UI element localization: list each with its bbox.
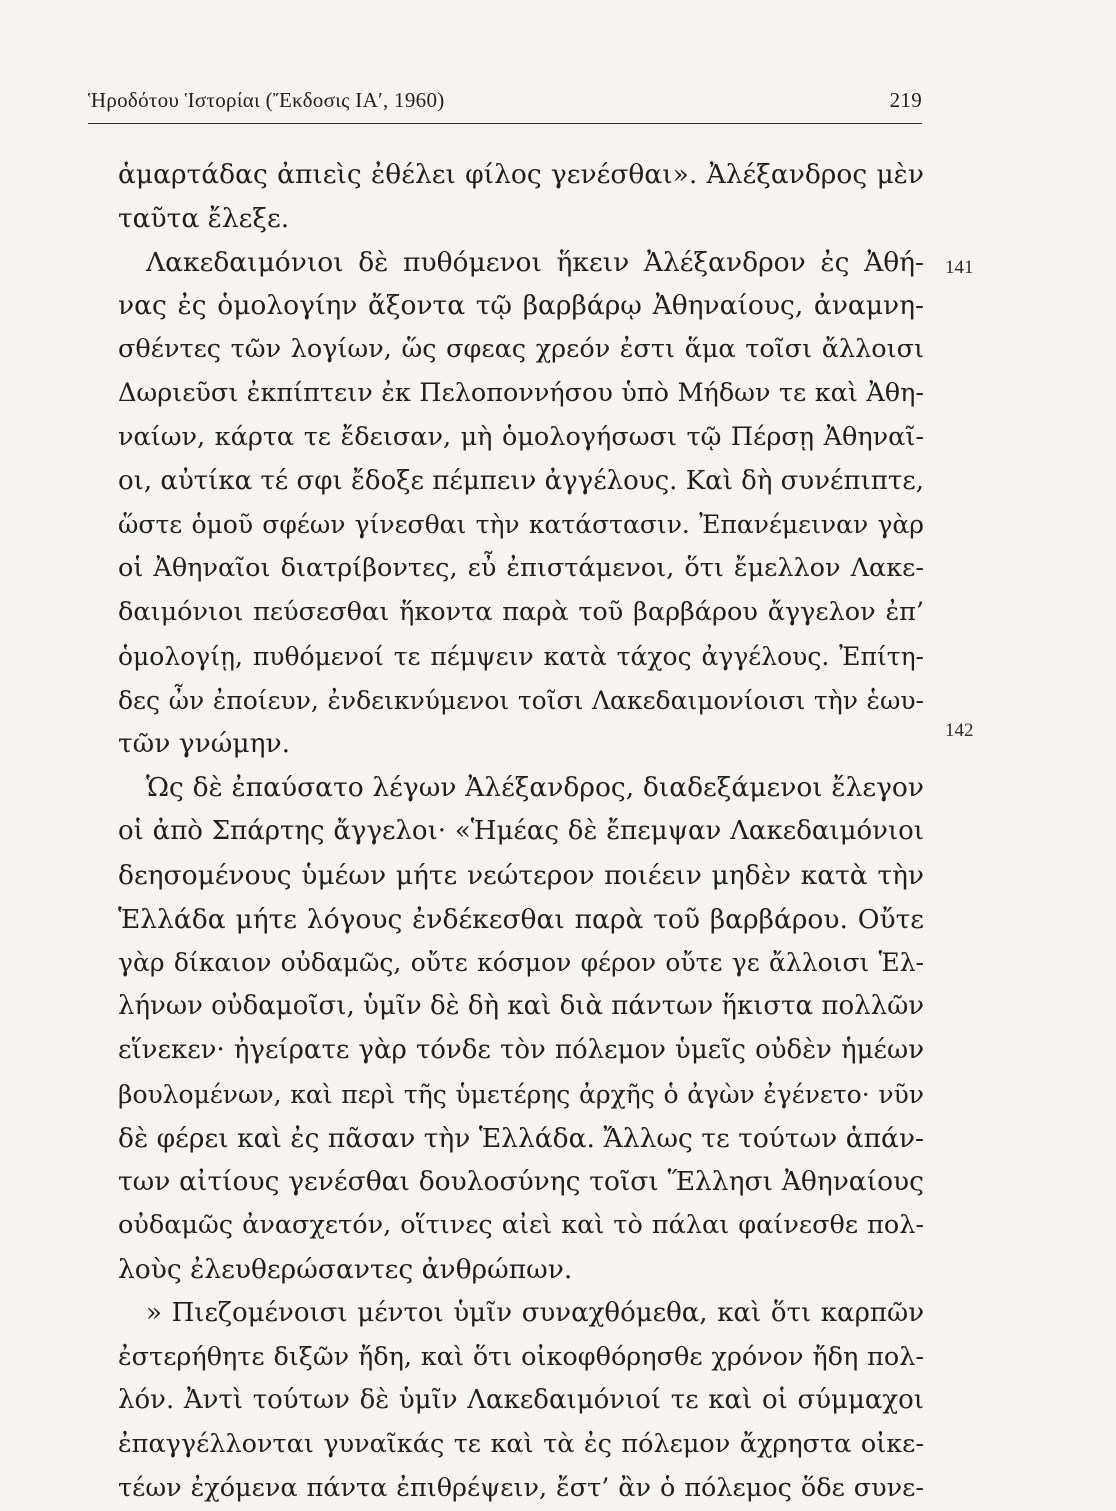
text-line: οὐδαμῶς ἀνασχετόν, οἵτινες αἰεὶ καὶ τὸ πάλαι φαίνεσθε πολ- [118, 1210, 924, 1241]
text-line: λήνων οὐδαμοῖσι, ὑμῖν δὲ δὴ καὶ διὰ πάντων ἥκιστα πολλῶν [118, 991, 924, 1022]
text-line: δαιμόνιοι πεύσεσθαι ἥκοντα παρὰ τοῦ βαρβάρου ἄγγελον ἐπ’ [118, 596, 924, 627]
text-line: οἱ ἀπὸ Σπάρτης ἄγγελοι· «Ἡμέας δὲ ἔπεμψαν Λακεδαιμόνιοι [118, 815, 924, 846]
text-line: ταῦτα ἔλεξε. [118, 202, 290, 234]
text-line: Δωριεῦσι ἐκπίπτειν ἐκ Πελοποννήσου ὑπὸ Μήδων τε καὶ Ἀθη- [118, 377, 924, 408]
margin-section-number: 142 [945, 720, 974, 741]
header-rule [88, 123, 922, 124]
text-line: Ἑλλάδα μήτε λόγους ἐνδέκεσθαι παρὰ τοῦ βαρβάρου. Οὔτε [118, 903, 924, 935]
text-line: ναίων, κάρτα τε ἔδεισαν, μὴ ὁμολογήσωσι τῷ Πέρσῃ Ἀθηναῖ- [118, 421, 924, 452]
text-line: νας ἐς ὁμολογίην ἄξοντα τῷ βαρβάρῳ Ἀθηναίους, ἀναμνη- [118, 290, 924, 322]
running-head [88, 88, 922, 118]
text-line: ὁμολογίῃ, πυθόμενοί τε πέμψειν κατὰ τάχος ἀγγέλους. Ἐπίτη- [118, 641, 924, 671]
text-line: γὰρ δίκαιον οὐδαμῶς, οὔτε κόσμον φέρον οὔτε γε ἄλλοισι Ἑλ- [118, 948, 924, 978]
text-line: λόν. Ἀντὶ τούτων δὲ ὑμῖν Λακεδαιμόνιοί τε καὶ οἱ σύμμαχοι [118, 1385, 924, 1416]
text-line: εἵνεκεν· ἠγείρατε γὰρ τόνδε τὸν πόλεμον ὑμεῖς οὐδὲν ἡμέων [118, 1034, 924, 1065]
body-text [118, 153, 924, 1511]
text-line: βουλομένων, καὶ περὶ τῆς ὑμετέρης ἀρχῆς ὁ ἀγὼν ἐγένετο· νῦν [118, 1079, 924, 1109]
text-line: δεησομένους ὑμέων μήτε νεώτερον ποιέειν μηδὲν κατὰ τὴν [118, 859, 924, 891]
text-line: » Πιεζομένοισι μέντοι ὑμῖν συναχθόμεθα, καὶ ὅτι καρπῶν [146, 1297, 924, 1328]
text-line: δὲ φέρει καὶ ἐς πᾶσαν τὴν Ἑλλάδα. Ἄλλως τε τούτων ἁπάν- [118, 1122, 924, 1154]
page-number: 219 [889, 88, 922, 112]
text-line: ἐπαγγέλλονται γυναῖκάς τε καὶ τὰ ἐς πόλεμον ἄχρηστα οἰκε- [118, 1429, 924, 1460]
text-line: Λακεδαιμόνιοι δὲ πυθόμενοι ἥκειν Ἀλέξανδρον ἐς Ἀθή- [146, 246, 924, 278]
text-line: σθέντες τῶν λογίων, ὥς σφεας χρεόν ἐστι ἅμα τοῖσι ἄλλοισι [118, 334, 924, 365]
margin-section-number: 141 [945, 257, 974, 278]
text-line: τῶν γνώμην. [118, 728, 290, 760]
text-line: οἱ Ἀθηναῖοι διατρίβοντες, εὖ ἐπιστάμενοι, ὅτι ἔμελλον Λακε- [118, 553, 924, 584]
running-head-title: Ἡροδότου Ἱστορίαι (Ἔκδοσις ΙΑʹ, 1960) [88, 88, 445, 112]
text-line: Ὡς δὲ ἐπαύσατο λέγων Ἀλέξανδρος, διαδεξάμενοι ἔλεγον [146, 772, 924, 804]
text-line: λοὺς ἐλευθερώσαντες ἀνθρώπων. [118, 1253, 573, 1285]
text-line: οι, αὐτίκα τέ σφι ἔδοξε πέμπειν ἀγγέλους. Καὶ δὴ συνέπιπτε, [118, 465, 924, 496]
text-line: ἐστερήθητε διξῶν ἤδη, καὶ ὅτι οἰκοφθόρησθε χρόνον ἤδη πολ- [118, 1341, 924, 1372]
text-line: δες ὦν ἐποίευν, ἐνδεικνύμενοι τοῖσι Λακεδαιμονίοισι τὴν ἑωυ- [118, 685, 924, 715]
text-line: τέων ἐχόμενα πάντα ἐπιθρέψειν, ἔστ’ ἂν ὁ πόλεμος ὅδε συνε- [118, 1472, 924, 1503]
text-line: ὥστε ὁμοῦ σφέων γίνεσθαι τὴν κατάστασιν. Ἐπανέμειναν γὰρ [118, 510, 924, 540]
text-line: ἁμαρτάδας ἀπιεὶς ἐθέλει φίλος γενέσθαι». Ἀλέξανδρος μὲν [118, 159, 924, 190]
text-line: των αἰτίους γενέσθαι δουλοσύνης τοῖσι Ἕλλησι Ἀθηναίους [118, 1166, 924, 1198]
